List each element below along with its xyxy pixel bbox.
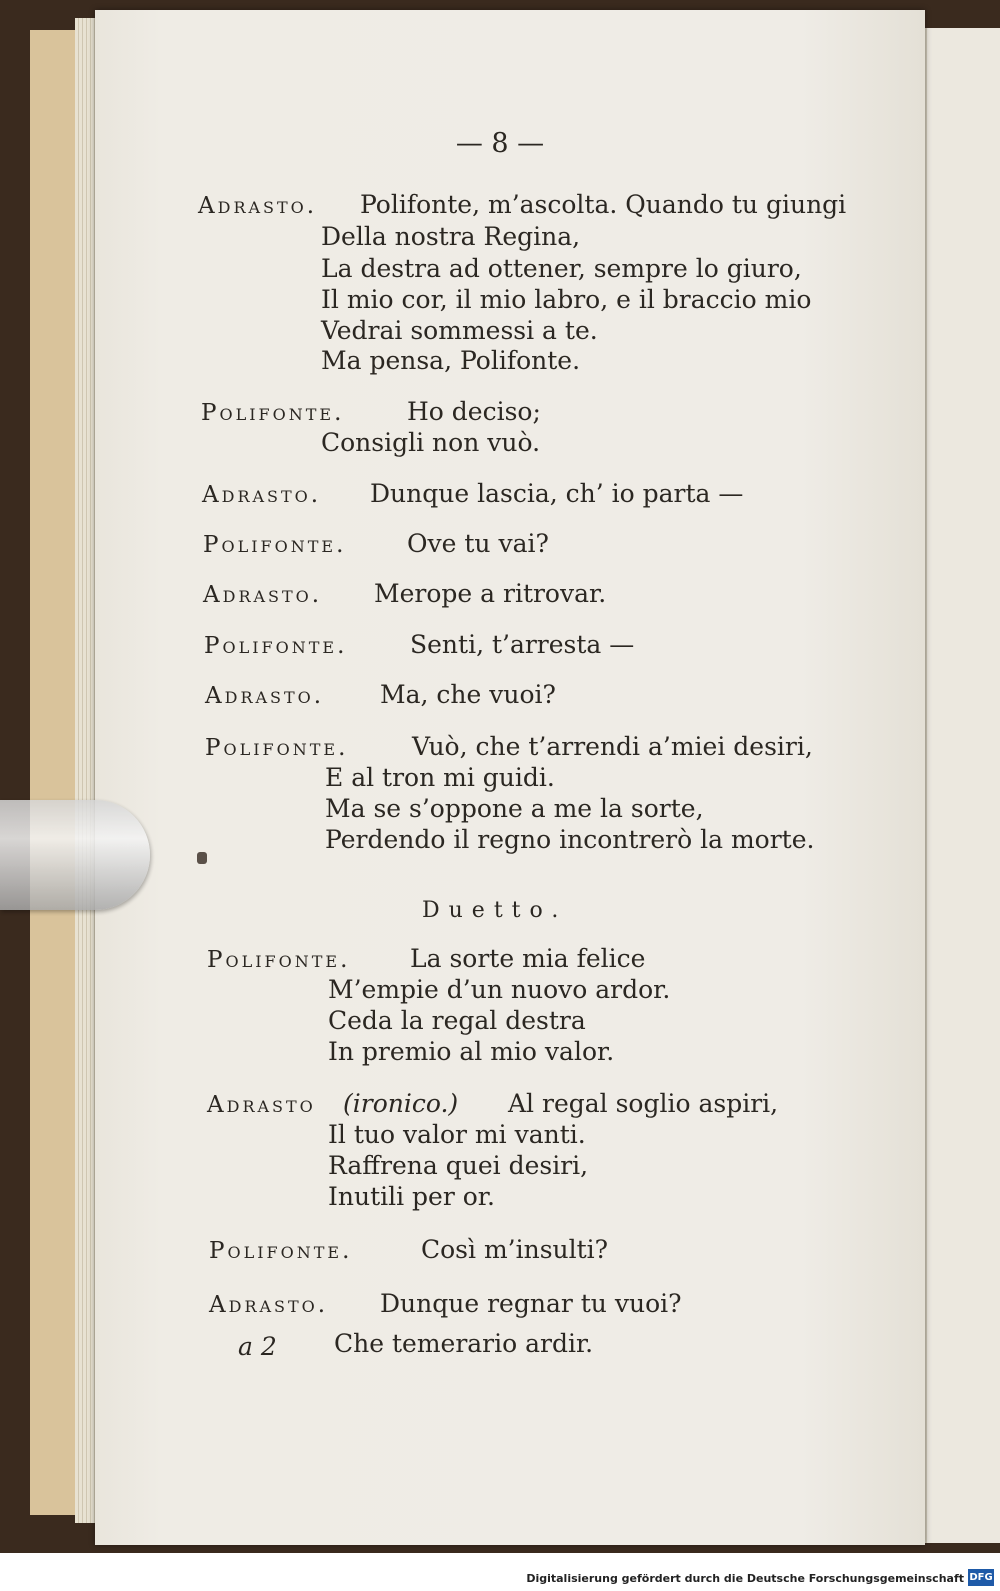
verse-line: La sorte mia felice [410,944,646,973]
verse-line: Che temerario ardir. [334,1329,594,1358]
speaker-label: Polifonte. [205,735,349,761]
verse-line: Il mio cor, il mio labro, e il braccio mio [321,285,812,314]
verse-line: Dunque lascia, ch’ io parta — [370,479,744,508]
stage-direction-text: (ironico.) [343,1089,459,1118]
verse-line: Ove tu vai? [407,529,549,558]
speaker-label: Polifonte. [207,947,351,973]
speaker-label: a 2 [238,1332,277,1361]
verse-line: Inutili per or. [328,1182,495,1211]
speaker-label: Adrasto. [202,482,322,508]
speaker-label: Polifonte. [204,633,348,659]
verse-line: Ma, che vuoi? [380,680,556,709]
verse-line: Consigli non vuò. [321,428,541,457]
verse-line: M’empie d’un nuovo ardor. [328,975,671,1004]
verse-line: Vuò, che t’arrendi a’miei desiri, [412,732,813,761]
speaker-label: Adrasto. [203,582,323,608]
page-number: — 8 — [455,128,545,159]
verse-line: Raffrena quei desiri, [328,1151,589,1180]
verse-line: Polifonte, m’ascolta. Quando tu giungi [360,190,847,219]
stage-direction [343,1089,458,1118]
speaker-label: Polifonte. [209,1238,353,1264]
speaker-label: Polifonte. [203,532,347,558]
verse-line: Ma se s’oppone a me la sorte, [325,794,704,823]
speaker-label: Adrasto. [205,683,325,709]
verse-line: Perdendo il regno incontrerò la morte. [325,825,815,854]
page-clip [0,800,150,910]
verse-line: Vedrai sommessi a te. [321,316,598,345]
facing-page-strip [925,28,1000,1543]
verse-line: Ho deciso; [407,397,541,426]
verse-line: Al regal soglio aspiri, [508,1089,779,1118]
ink-mark [197,852,207,864]
funding-credit: Digitalisierung gefördert durch die Deutsche Forschungsgemeinschaft [526,1572,964,1585]
verse-line: In premio al mio valor. [328,1037,615,1066]
dfg-logo: DFG [968,1569,994,1586]
speaker-label: Adrasto. [198,193,318,219]
verse-line: Senti, t’arresta — [410,630,635,659]
verse-line: Ceda la regal destra [328,1006,586,1035]
verse-line: Merope a ritrovar. [374,579,607,608]
verse-line: Il tuo valor mi vanti. [328,1120,586,1149]
speaker-label: Polifonte. [201,400,345,426]
verse-line: Così m’insulti? [421,1235,609,1264]
speaker-label: Adrasto [207,1092,316,1118]
verse-line: La destra ad ottener, sempre lo giuro, [321,254,802,283]
verse-line: E al tron mi guidi. [325,763,555,792]
verse-line: Dunque regnar tu vuoi? [380,1289,682,1318]
verse-line: Della nostra Regina, [321,222,581,251]
section-heading: Duetto. [422,898,568,923]
speaker-label: Adrasto. [209,1292,329,1318]
verse-line: Ma pensa, Polifonte. [321,346,581,375]
